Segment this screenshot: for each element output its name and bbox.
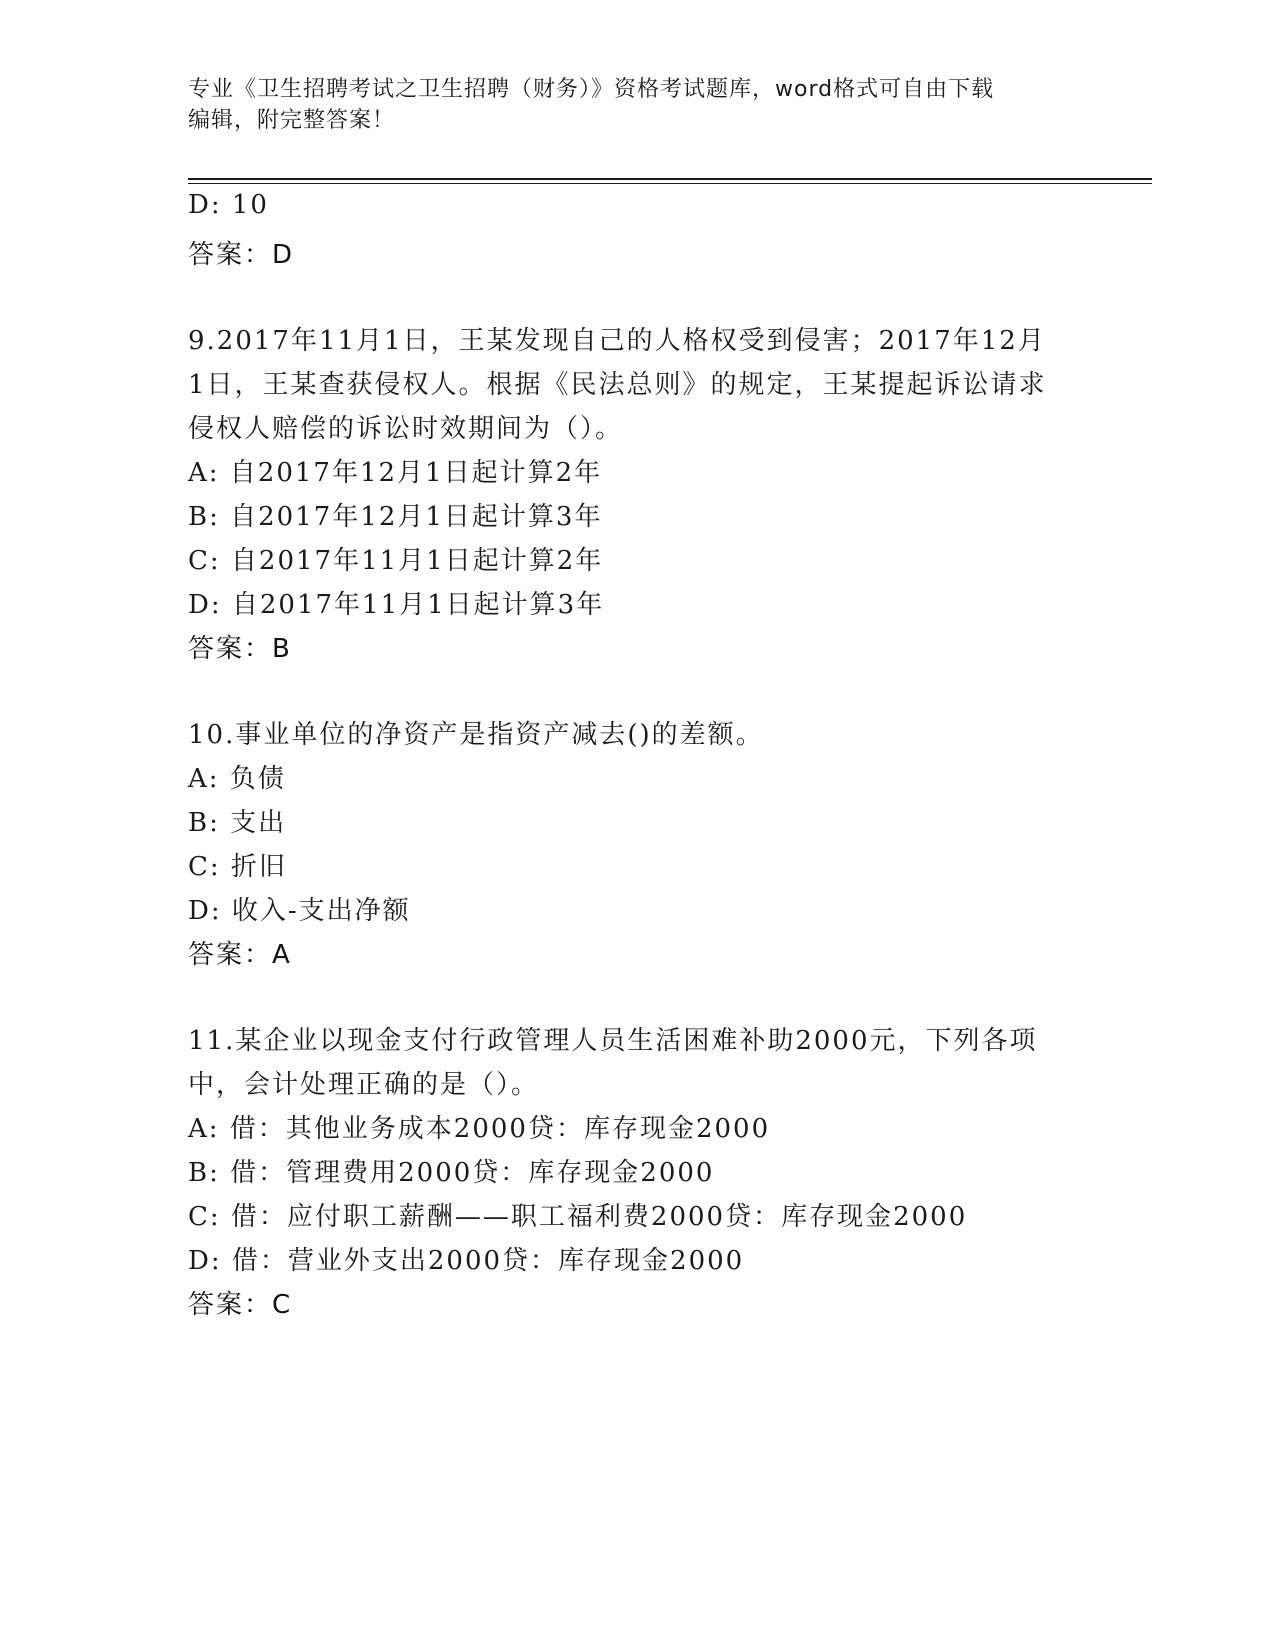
page-header — [188, 74, 1088, 136]
q10-option-a: A: 负债 — [188, 764, 286, 794]
q11-option-d: D: 借：营业外支出2000贷：库存现金2000 — [188, 1246, 745, 1276]
q11-answer: 答案：C — [188, 1290, 293, 1320]
q9-stem-line-3: 侵权人赔偿的诉讼时效期间为（）。 — [188, 414, 624, 444]
q9-option-b: B: 自2017年12月1日起计算3年 — [188, 502, 603, 532]
q11-stem-line-1: 11.某企业以现金支付行政管理人员生活困难补助2000元，下列各项 — [188, 1026, 1038, 1056]
header-divider-thick — [188, 178, 1152, 180]
q11-option-a: A: 借：其他业务成本2000贷：库存现金2000 — [188, 1114, 771, 1144]
header-line-2: 编辑，附完整答案！ — [188, 108, 396, 133]
q10-option-d: D: 收入-支出净额 — [188, 896, 411, 926]
q9-stem-line-1: 9.2017年11月1日，王某发现自己的人格权受到侵害；2017年12月 — [188, 326, 1046, 356]
q11-stem-line-2: 中，会计处理正确的是（）。 — [188, 1070, 540, 1100]
q11-option-c: C: 借：应付职工薪酬——职工福利费2000贷：库存现金2000 — [188, 1202, 968, 1232]
q9-option-a: A: 自2017年12月1日起计算2年 — [188, 458, 603, 488]
q9-stem-line-2: 1日，王某查获侵权人。根据《民法总则》的规定，王某提起诉讼请求 — [188, 370, 1047, 400]
prev-option-d: D: 10 — [188, 190, 269, 220]
q10-answer: 答案：A — [188, 940, 292, 970]
prev-answer: 答案：D — [188, 240, 295, 270]
q9-option-c: C: 自2017年11月1日起计算2年 — [188, 546, 604, 576]
q9-answer: 答案：B — [188, 634, 292, 664]
q11-option-b: B: 借：管理费用2000贷：库存现金2000 — [188, 1158, 715, 1188]
q10-option-c: C: 折旧 — [188, 852, 287, 882]
q10-stem-line-1: 10.事业单位的净资产是指资产减去()的差额。 — [188, 720, 764, 750]
header-divider-thin — [188, 183, 1152, 184]
header-line-1: 专业《卫生招聘考试之卫生招聘（财务）》资格考试题库，word格式可自由下载 — [188, 77, 995, 102]
q9-option-d: D: 自2017年11月1日起计算3年 — [188, 590, 605, 620]
q10-option-b: B: 支出 — [188, 808, 287, 838]
